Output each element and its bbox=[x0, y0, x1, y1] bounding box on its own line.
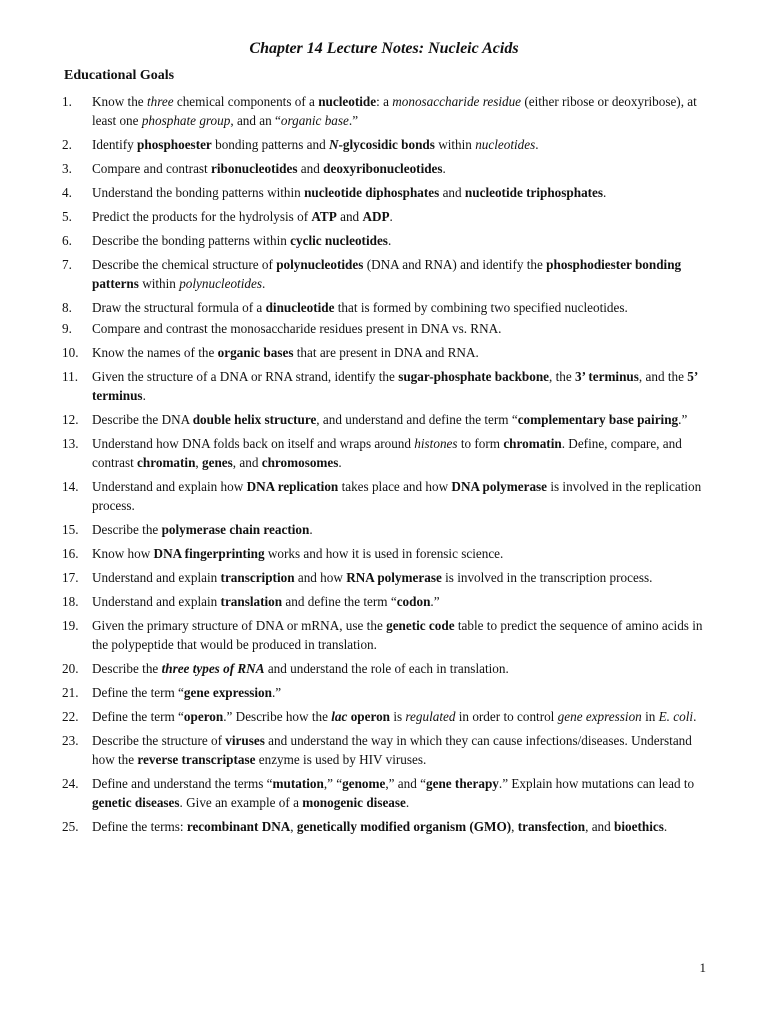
goal-number: 9. bbox=[62, 321, 72, 336]
goal-item bbox=[62, 592, 712, 611]
goal-text: Identify phosphoester bonding patterns and N-glycosidic bonds within nucleotides. bbox=[92, 137, 539, 152]
goal-item bbox=[62, 183, 712, 202]
section-heading: Educational Goals bbox=[64, 68, 175, 83]
goal-text: Given the structure of a DNA or RNA strand, identify the sugar-phosphate backbone, the 3’ terminus, and the 5’ terminus. bbox=[92, 369, 698, 403]
goal-number: 1. bbox=[62, 94, 72, 109]
goal-item bbox=[62, 159, 712, 178]
goal-number: 3. bbox=[62, 161, 72, 176]
goal-text: Define the term “gene expression.” bbox=[92, 685, 282, 700]
goal-text: Define the term “operon.” Describe how the lac operon is regulated in order to control gene expression in E. coli. bbox=[92, 709, 697, 724]
goal-number: 4. bbox=[62, 185, 72, 200]
goal-item bbox=[62, 568, 712, 587]
goal-number: 20. bbox=[62, 661, 79, 676]
goal-number: 21. bbox=[62, 685, 79, 700]
goal-item bbox=[62, 683, 712, 702]
goal-number: 23. bbox=[62, 733, 79, 748]
goal-item bbox=[62, 707, 712, 726]
goal-number: 7. bbox=[62, 257, 72, 272]
goal-text: Compare and contrast ribonucleotides and deoxyribonucleotides. bbox=[92, 161, 446, 176]
goal-item bbox=[62, 231, 712, 250]
goal-number: 19. bbox=[62, 618, 79, 633]
page-title: Chapter 14 Lecture Notes: Nucleic Acids bbox=[249, 40, 519, 57]
goal-number: 24. bbox=[62, 776, 79, 791]
goal-text: Compare and contrast the monosaccharide residues present in DNA vs. RNA. bbox=[92, 321, 502, 336]
goal-text: Describe the structure of viruses and understand the way in which they can cause infections/diseases. Understand how the reverse transcriptase enzyme is used by HIV viruses. bbox=[92, 733, 692, 767]
goal-number: 14. bbox=[62, 479, 79, 494]
goal-item bbox=[62, 319, 712, 338]
goal-item bbox=[62, 135, 712, 154]
goal-text: Understand and explain how DNA replication takes place and how DNA polymerase is involved in the replication process. bbox=[92, 479, 702, 513]
goal-number: 12. bbox=[62, 412, 79, 427]
goal-number: 6. bbox=[62, 233, 72, 248]
goal-item bbox=[62, 92, 712, 130]
goal-number: 10. bbox=[62, 345, 79, 360]
goal-text: Describe the bonding patterns within cyclic nucleotides. bbox=[92, 233, 392, 248]
goal-number: 11. bbox=[62, 369, 78, 384]
goal-item bbox=[62, 434, 712, 472]
goal-item bbox=[62, 659, 712, 678]
goal-item bbox=[62, 207, 712, 226]
goal-text: Given the primary structure of DNA or mRNA, use the genetic code table to predict the sequence of amino acids in the polypeptide that would be produced in translation. bbox=[92, 618, 703, 652]
goal-text: Define and understand the terms “mutation,” “genome,” and “gene therapy.” Explain how mutations can lead to genetic diseases. Give an example of a monogenic disease. bbox=[92, 776, 695, 810]
goal-number: 18. bbox=[62, 594, 79, 609]
goal-number: 16. bbox=[62, 546, 79, 561]
goal-text: Describe the DNA double helix structure, and understand and define the term “complementary base pairing.” bbox=[92, 412, 688, 427]
goal-item bbox=[62, 731, 712, 769]
goal-item bbox=[62, 774, 712, 812]
goal-text: Describe the chemical structure of polynucleotides (DNA and RNA) and identify the phosphodiester bonding patterns within polynucleotides. bbox=[92, 257, 682, 291]
goal-number: 17. bbox=[62, 570, 79, 585]
goal-item bbox=[62, 616, 712, 654]
goal-text: Draw the structural formula of a dinucleotide that is formed by combining two specified nucleotides. bbox=[92, 300, 628, 315]
goals-list bbox=[62, 92, 712, 841]
goal-item bbox=[62, 817, 712, 836]
goal-text: Predict the products for the hydrolysis of ATP and ADP. bbox=[92, 209, 393, 224]
goal-number: 8. bbox=[62, 300, 72, 315]
goal-text: Know the three chemical components of a nucleotide: a monosaccharide residue (either ribose or deoxyribose), at least one phosphate group, and an “organic base.” bbox=[92, 94, 697, 128]
goal-text: Describe the polymerase chain reaction. bbox=[92, 522, 313, 537]
goal-item bbox=[62, 520, 712, 539]
goal-text: Define the terms: recombinant DNA, genetically modified organism (GMO), transfection, and bioethics. bbox=[92, 819, 668, 834]
goal-item bbox=[62, 298, 712, 317]
goal-text: Describe the three types of RNA and understand the role of each in translation. bbox=[92, 661, 509, 676]
goal-item bbox=[62, 255, 712, 293]
goal-number: 25. bbox=[62, 819, 79, 834]
goal-item bbox=[62, 410, 712, 429]
goal-text: Understand how DNA folds back on itself and wraps around histones to form chromatin. Define, compare, and contrast chromatin, genes, and chromosomes. bbox=[92, 436, 682, 470]
goal-number: 22. bbox=[62, 709, 79, 724]
goal-item bbox=[62, 367, 712, 405]
goal-text: Know how DNA fingerprinting works and how it is used in forensic science. bbox=[92, 546, 504, 561]
goal-number: 13. bbox=[62, 436, 79, 451]
goal-item bbox=[62, 343, 712, 362]
goal-text: Understand and explain transcription and how RNA polymerase is involved in the transcription process. bbox=[92, 570, 653, 585]
page-number: 1 bbox=[699, 960, 706, 975]
goal-text: Understand and explain translation and define the term “codon.” bbox=[92, 594, 440, 609]
goal-number: 15. bbox=[62, 522, 79, 537]
goal-item bbox=[62, 544, 712, 563]
goal-item bbox=[62, 477, 712, 515]
goal-text: Understand the bonding patterns within nucleotide diphosphates and nucleotide triphosphates. bbox=[92, 185, 607, 200]
goal-number: 5. bbox=[62, 209, 72, 224]
goal-text: Know the names of the organic bases that are present in DNA and RNA. bbox=[92, 345, 479, 360]
goal-number: 2. bbox=[62, 137, 72, 152]
